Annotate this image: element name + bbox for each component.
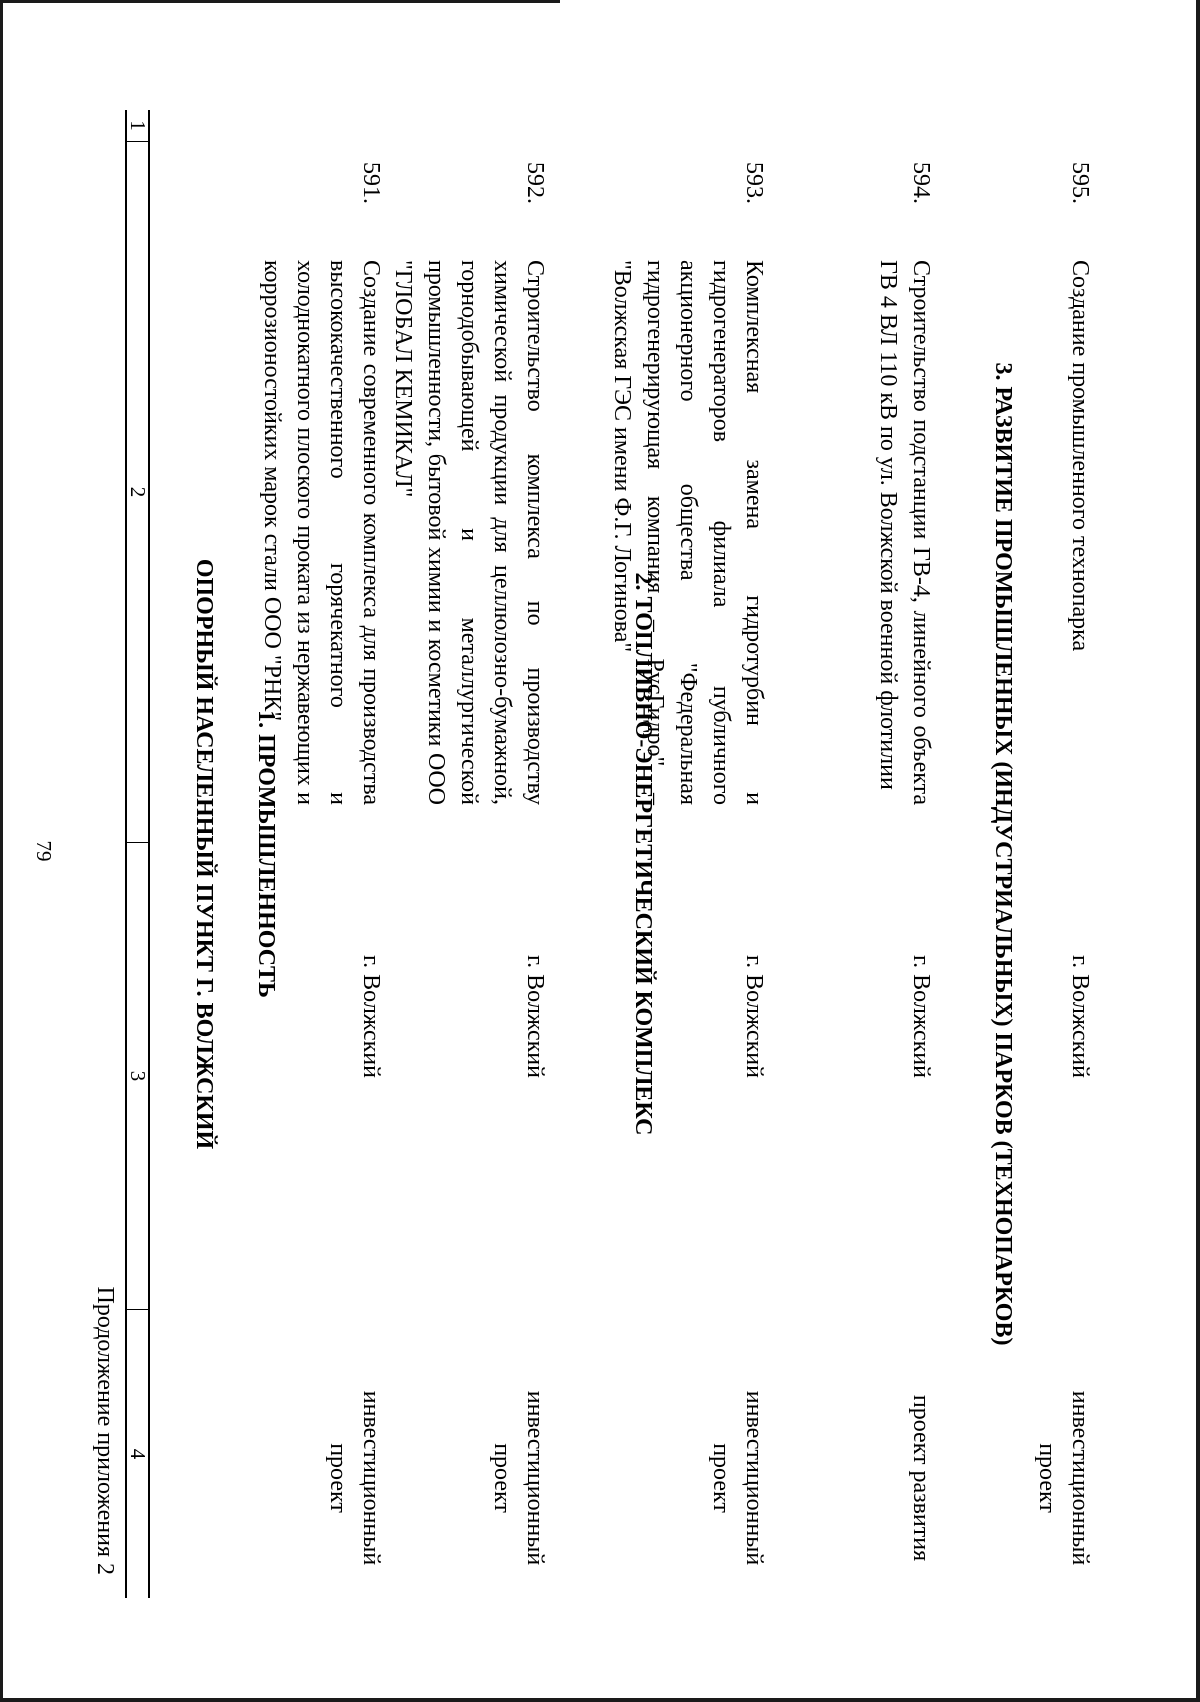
row-number: 595. xyxy=(1067,162,1093,204)
row-description: Строительство комплекса по производству химической продукции для целлюлозно-бумажной, горнодобывающей и металлургической промышленности, бытовой химии и косметики ООО "ГЛОБАЛ КЕМИКАЛ" xyxy=(390,260,548,805)
main-heading: ОПОРНЫЙ НАСЕЛЕННЫЙ ПУНКТ Г. ВОЛЖСКИЙ xyxy=(191,558,217,1150)
row-location: г. Волжский xyxy=(741,955,767,1078)
row-location: г. Волжский xyxy=(1067,955,1093,1078)
row-type: инвестиционный проект xyxy=(489,1390,548,1566)
row-type: инвестиционный проект xyxy=(708,1390,767,1566)
column-number-2: 2 xyxy=(126,486,150,498)
row-location: г. Волжский xyxy=(358,955,384,1078)
row-type: инвестиционный проект xyxy=(325,1390,384,1566)
row-number: 594. xyxy=(908,162,934,204)
column-number-3: 3 xyxy=(126,1070,150,1082)
row-type: инвестиционный проект xyxy=(1034,1390,1093,1566)
table-header-row xyxy=(125,110,150,1598)
row-description: Создание промышленного технопарка xyxy=(1067,260,1093,652)
row-description: Комплексная замена гидротурбин и гидрогенераторов филиала публичного акционерного общества "Федеральная гидрогенерирующая компания – РусГидро" – "Волжская ГЭС имени Ф.Г. Логинова" xyxy=(609,260,767,805)
page-number: 79 xyxy=(32,840,56,862)
row-location: г. Волжский xyxy=(522,955,548,1078)
row-description: Создание современного комплекса для производства высококачественного горячекатного и холоднокатного плоского проката из нержавеющих и коррозионостойких марок стали ООО "РНК" xyxy=(259,260,384,805)
row-number: 592. xyxy=(522,162,548,204)
continuation-note: Продолжение приложения 2 xyxy=(92,1286,118,1575)
column-number-4: 4 xyxy=(126,1448,150,1460)
section-heading: 1. ПРОМЫШЛЕННОСТЬ xyxy=(253,710,279,998)
section-heading: 2. ТОПЛИВНО-ЭНЕРГЕТИЧЕСКИЙ КОМПЛЕКС xyxy=(630,572,656,1136)
row-location: г. Волжский xyxy=(908,955,934,1078)
row-type: проект развития xyxy=(908,1394,934,1562)
row-number: 593. xyxy=(741,162,767,204)
row-number: 591. xyxy=(358,162,384,204)
column-number-1: 1 xyxy=(126,120,150,131)
section-heading: 3. РАЗВИТИЕ ПРОМЫШЛЕННЫХ (ИНДУСТРИАЛЬНЫХ) ПАРКОВ (ТЕХНОПАРКОВ) xyxy=(990,362,1016,1346)
row-description: Строительство подстанции ГВ-4, линейного объекта ГВ 4 ВЛ 110 кВ по ул. Волжской военной флотилии xyxy=(875,260,934,805)
